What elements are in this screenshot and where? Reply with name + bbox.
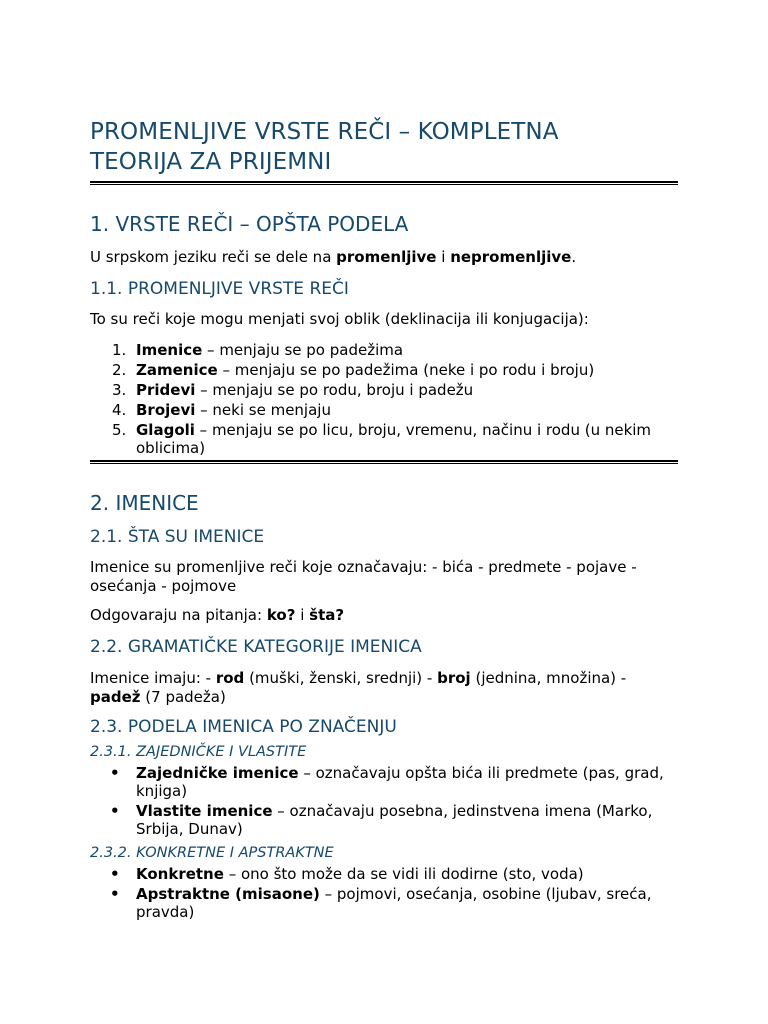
subsection-2-1-questions: Odgovaraju na pitanja: ko? i šta? bbox=[90, 606, 345, 624]
list-item: • Konkretne – ono što može da se vidi ili dodirne (sto, voda) bbox=[110, 865, 584, 883]
horizontal-rule bbox=[90, 181, 678, 185]
section-heading-1: 1. VRSTE REČI – OPŠTA PODELA bbox=[90, 212, 409, 236]
horizontal-rule bbox=[90, 460, 678, 464]
list-item: • Vlastite imenice – označavaju posebna, jedinstvena imena (Marko, Srbija, Dunav) bbox=[110, 802, 653, 838]
section-1-intro: U srpskom jeziku reči se dele na promenljive i nepromenljive. bbox=[90, 248, 577, 266]
list-item: • Zajedničke imenice – označavaju opšta bića ili predmete (pas, grad, knjiga) bbox=[110, 764, 664, 800]
list-item: • Apstraktne (misaone) – pojmovi, osećanja, osobine (ljubav, sreća, pravda) bbox=[110, 885, 652, 921]
subsection-2-2-text: Imenice imaju: - rod (muški, ženski, srednji) - broj (jednina, množina) - padež (7 padeža) bbox=[90, 669, 627, 706]
subsection-heading-2-3: 2.3. PODELA IMENICA PO ZNAČENJU bbox=[90, 717, 397, 737]
subsection-2-1-text: Imenice su promenljive reči koje označavaju: - bića - predmete - pojave - osećanja - pojmove bbox=[90, 558, 637, 595]
concrete-abstract-list bbox=[90, 865, 680, 921]
subsubsection-heading-2-3-1: 2.3.1. ZAJEDNIČKE I VLASTITE bbox=[90, 744, 307, 760]
section-heading-2: 2. IMENICE bbox=[90, 491, 199, 515]
common-proper-list bbox=[90, 764, 680, 838]
subsection-heading-2-2: 2.2. GRAMATIČKE KATEGORIJE IMENICA bbox=[90, 637, 422, 657]
list-item: 3. Pridevi – menjaju se po rodu, broju i padežu bbox=[112, 381, 474, 399]
subsection-heading-2-1: 2.1. ŠTA SU IMENICE bbox=[90, 527, 265, 547]
list-item: 4. Brojevi – neki se menjaju bbox=[112, 401, 331, 419]
subsection-1-1-text: To su reči koje mogu menjati svoj oblik (deklinacija ili konjugacija): bbox=[90, 310, 589, 328]
subsubsection-heading-2-3-2: 2.3.2. KONKRETNE I APSTRAKTNE bbox=[90, 845, 334, 861]
subsection-heading-1-1: 1.1. PROMENLJIVE VRSTE REČI bbox=[90, 279, 349, 299]
word-types-list bbox=[90, 341, 680, 457]
list-item: 1. Imenice – menjaju se po padežima bbox=[112, 341, 404, 359]
document-title: PROMENLJIVE VRSTE REČI – KOMPLETNA TEORIJA ZA PRIJEMNI bbox=[90, 119, 559, 175]
list-item: 2. Zamenice – menjaju se po padežima (neke i po rodu i broju) bbox=[112, 361, 595, 379]
list-item: 5. Glagoli – menjaju se po licu, broju, vremenu, načinu i rodu (u nekim oblicima) bbox=[112, 421, 652, 457]
